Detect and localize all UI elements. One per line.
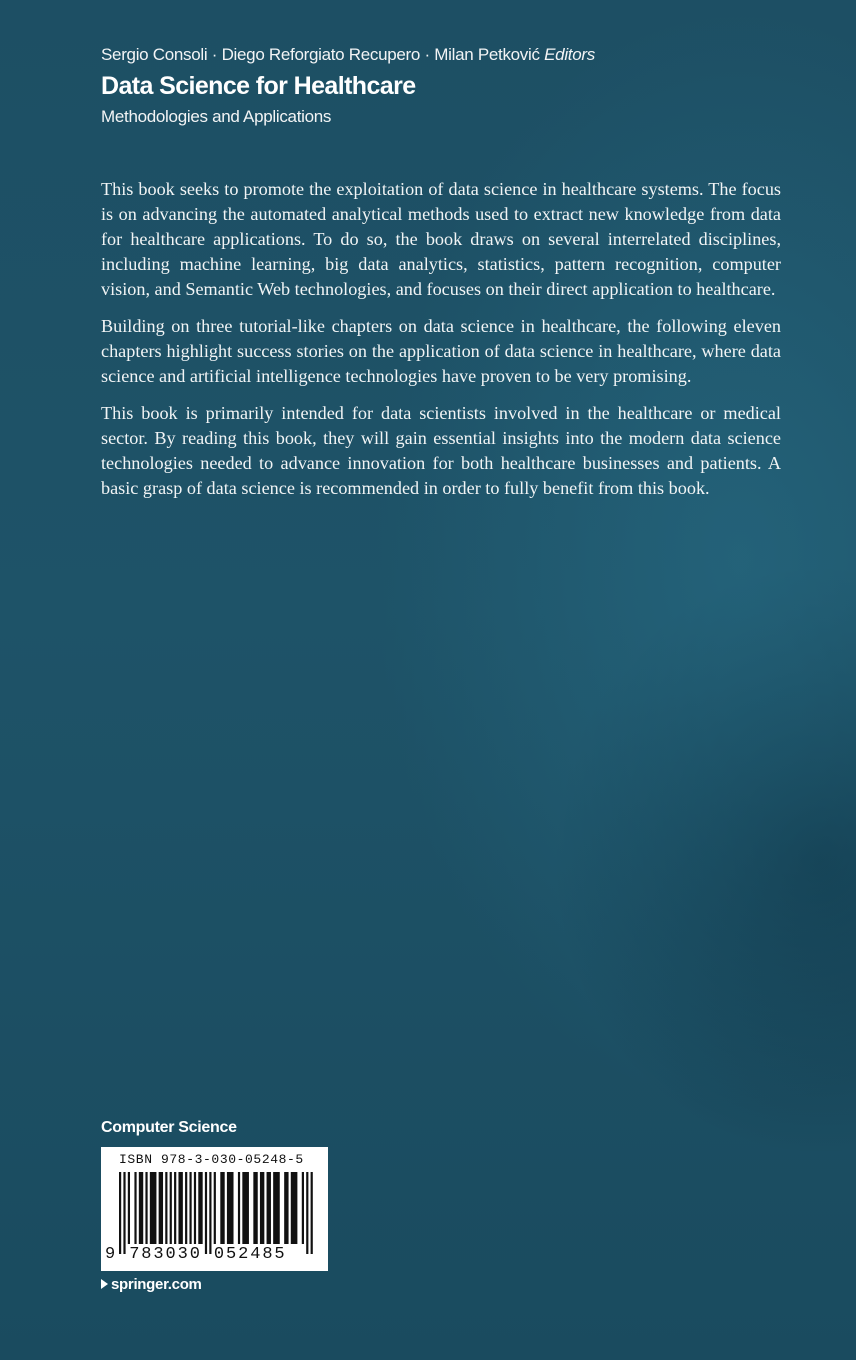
barcode-bar <box>267 1172 271 1244</box>
barcode-bar <box>128 1172 130 1244</box>
barcode-bar <box>238 1172 240 1244</box>
barcode-bar <box>198 1172 202 1244</box>
barcode-bar <box>302 1172 304 1244</box>
barcode-bar <box>220 1172 224 1244</box>
book-subtitle: Methodologies and Applications <box>101 107 332 126</box>
barcode-bar <box>170 1172 172 1244</box>
arrow-right-icon <box>101 1279 108 1289</box>
ean-digits: 9 783030 052485 <box>105 1245 287 1264</box>
barcode-bar <box>139 1172 143 1244</box>
description-paragraph-2: Building on three tutorial-like chapters on data science in healthcare, the following eleven chapters highlight success stories on the application of data science in healthcare, where data science and artificial intelligence technologies have proven to be very promising. <box>101 316 781 386</box>
barcode-bar <box>159 1172 163 1244</box>
barcode-bar <box>205 1172 207 1254</box>
website-label: springer.com <box>111 1276 202 1293</box>
editors-names: Sergio Consoli · Diego Reforgiato Recupero · Milan Petković <box>101 45 540 64</box>
barcode-bar <box>150 1172 157 1244</box>
barcode-bar <box>284 1172 288 1244</box>
barcode-bar <box>209 1172 211 1254</box>
subject-category: Computer Science <box>101 1119 237 1136</box>
barcode-bar <box>165 1172 167 1244</box>
description-paragraph-3: This book is primarily intended for data scientists involved in the healthcare or medical sector. By reading this book, they will gain essential insights into the modern data science technologies needed to advance innovation for both healthcare businesses and patients. A basic grasp of data science is recommended in order to fully benefit from this book. <box>101 403 781 498</box>
editors-role: Editors <box>544 45 595 64</box>
barcode-bar <box>123 1172 125 1254</box>
barcode-bar <box>145 1172 147 1244</box>
barcode-bar <box>174 1172 176 1244</box>
publisher-website <box>101 1276 202 1293</box>
barcode-bar <box>194 1172 196 1244</box>
barcode-bar <box>260 1172 264 1244</box>
barcode-bar <box>306 1172 308 1254</box>
isbn-label: ISBN 978-3-030-05248-5 <box>119 1152 304 1167</box>
book-title: Data Science for Healthcare <box>101 72 416 100</box>
barcode-bar <box>134 1172 136 1244</box>
barcode-bar <box>189 1172 191 1244</box>
description-paragraph-1: This book seeks to promote the exploitation of data science in healthcare systems. The focus is on advancing the automated analytical methods used to extract new knowledge from data for healthcare applications. To do so, the book draws on several interrelated disciplines, including machine learning, big data analytics, statistics, pattern recognition, computer vision, and Semantic Web technologies, and focuses on their direct application to healthcare. <box>101 179 781 299</box>
barcode-bar <box>273 1172 280 1244</box>
book-description <box>101 177 781 513</box>
barcode-bar <box>214 1172 216 1244</box>
barcode-bar <box>227 1172 234 1244</box>
editors-line <box>101 45 595 65</box>
barcode-bar <box>291 1172 298 1244</box>
barcode-bar <box>119 1172 121 1254</box>
barcode-bar <box>253 1172 257 1244</box>
barcode-bar <box>185 1172 187 1244</box>
barcode-bar <box>311 1172 313 1254</box>
barcode-bar <box>242 1172 249 1244</box>
barcode-bar <box>178 1172 182 1244</box>
isbn-barcode <box>101 1147 328 1271</box>
